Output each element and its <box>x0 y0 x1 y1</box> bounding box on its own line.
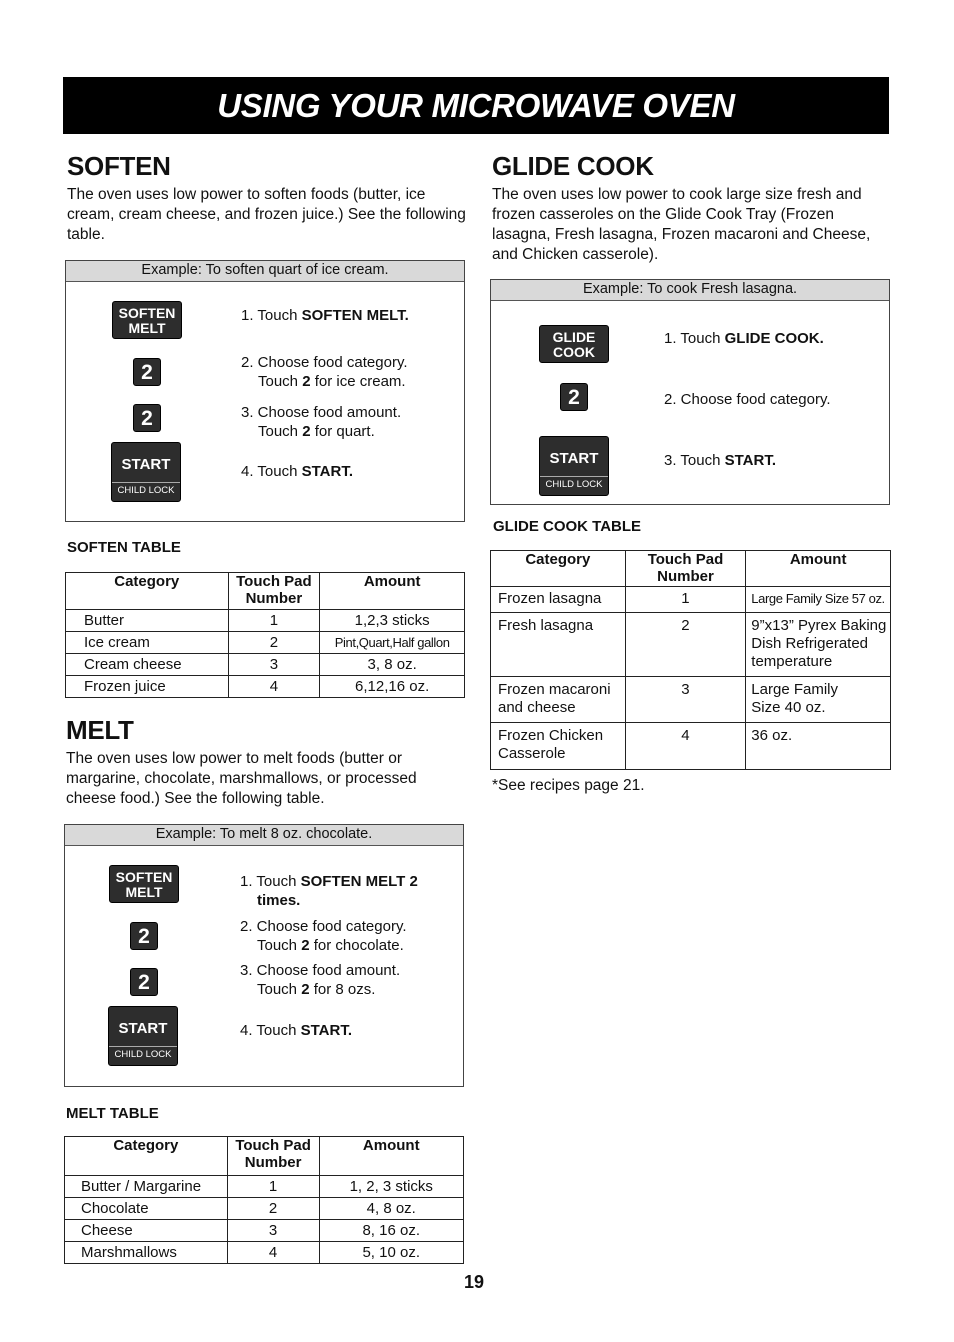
column-header-amount: Amount <box>320 573 465 610</box>
glide-cook-heading: GLIDE COOK <box>492 151 654 181</box>
table-row: Chocolate 2 4, 8 oz. <box>65 1198 464 1220</box>
table-header-row <box>65 1137 464 1176</box>
column-header-touch-pad: Touch Pad Number <box>625 551 746 587</box>
glide-cook-step-2: 2. Choose food category. <box>664 391 831 408</box>
table-row: Frozen macaroni and cheese 3 Large Family Size 40 oz. <box>491 677 891 723</box>
glide-cook-example-box <box>490 279 890 505</box>
table-row: Marshmallows 4 5, 10 oz. <box>65 1242 464 1264</box>
number-2-key-icon: 2 <box>133 404 161 432</box>
column-header-amount: Amount <box>746 551 891 587</box>
table-header-row <box>66 573 465 610</box>
glide-cook-intro: The oven uses low power to cook large size fresh and frozen casseroles on the Glide Cook Tray (Frozen lasagna, Fresh lasagna, Frozen macaroni and Cheese, and Chicken casserole). <box>492 186 871 263</box>
number-2-key-icon: 2 <box>133 358 161 386</box>
melt-example-title: Example: To melt 8 oz. chocolate. <box>65 825 463 846</box>
table-row: Fresh lasagna 2 9”x13” Pyrex Baking Dish Refrigerated temperature <box>491 613 891 677</box>
melt-example-box <box>64 824 464 1087</box>
table-header-row <box>491 551 891 587</box>
soften-table-label: SOFTEN TABLE <box>67 539 181 556</box>
glide-cook-key-icon: GLIDE COOK <box>539 325 609 363</box>
table-row: Ice cream 2 Pint,Quart,Half gallon <box>66 632 465 654</box>
soften-melt-key-icon: SOFTEN MELT <box>112 301 182 339</box>
column-header-touch-pad: Touch Pad Number <box>227 1137 319 1176</box>
column-header-category: Category <box>491 551 626 587</box>
glide-cook-table <box>490 550 891 770</box>
start-key-icon: START CHILD LOCK <box>539 436 609 496</box>
number-2-key-icon: 2 <box>130 922 158 950</box>
start-key-icon: START CHILD LOCK <box>111 442 181 502</box>
number-2-key-icon: 2 <box>130 968 158 996</box>
soften-example-box <box>65 260 465 522</box>
soften-step-4: 4. Touch START. <box>241 463 353 480</box>
soften-intro: The oven uses low power to soften foods (butter, ice cream, cream cheese, and frozen juice.) See the following table. <box>67 186 466 243</box>
column-header-category: Category <box>65 1137 228 1176</box>
glide-cook-example-title: Example: To cook Fresh lasagna. <box>491 280 889 301</box>
column-header-category: Category <box>66 573 229 610</box>
soften-step-2: 2. Choose food category. Touch 2 for ice cream. <box>241 354 408 390</box>
table-row: Frozen juice 4 6,12,16 oz. <box>66 676 465 698</box>
melt-intro: The oven uses low power to melt foods (butter or margarine, chocolate, marshmallows, or processed cheese food.) See the following table. <box>66 750 417 807</box>
table-row: Cream cheese 3 3, 8 oz. <box>66 654 465 676</box>
column-header-amount: Amount <box>319 1137 464 1176</box>
table-row: Cheese 3 8, 16 oz. <box>65 1220 464 1242</box>
table-row: Frozen Chicken Casserole 4 36 oz. <box>491 723 891 770</box>
table-row: Frozen lasagna 1 Large Family Size 57 oz. <box>491 587 891 613</box>
melt-table-label: MELT TABLE <box>66 1105 159 1122</box>
melt-step-3: 3. Choose food amount. Touch 2 for 8 ozs. <box>240 962 401 998</box>
glide-cook-footnote: *See recipes page 21. <box>492 777 645 794</box>
table-row: Butter / Margarine 1 1, 2, 3 sticks <box>65 1176 464 1198</box>
soften-step-3: 3. Choose food amount. Touch 2 for quart. <box>241 404 402 440</box>
melt-table <box>64 1136 464 1264</box>
soften-melt-key-icon: SOFTEN MELT <box>109 865 179 903</box>
soften-table <box>65 572 465 698</box>
column-header-touch-pad: Touch Pad Number <box>228 573 320 610</box>
soften-example-title: Example: To soften quart of ice cream. <box>66 261 464 282</box>
soften-heading: SOFTEN <box>67 151 171 181</box>
melt-step-1: 1. Touch SOFTEN MELT 2 times. <box>240 873 418 909</box>
melt-step-4: 4. Touch START. <box>240 1022 352 1039</box>
start-key-icon: START CHILD LOCK <box>108 1006 178 1066</box>
melt-step-2: 2. Choose food category. Touch 2 for chocolate. <box>240 918 407 954</box>
glide-cook-step-3: 3. Touch START. <box>664 452 776 469</box>
glide-cook-step-1: 1. Touch GLIDE COOK. <box>664 330 824 347</box>
soften-step-1: 1. Touch SOFTEN MELT. <box>241 307 409 324</box>
number-2-key-icon: 2 <box>560 383 588 411</box>
melt-heading: MELT <box>66 715 134 745</box>
page-number: 19 <box>464 1272 485 1292</box>
glide-cook-table-label: GLIDE COOK TABLE <box>493 518 642 535</box>
table-row: Butter 1 1,2,3 sticks <box>66 610 465 632</box>
page-banner-title: USING YOUR MICROWAVE OVEN <box>63 77 889 134</box>
